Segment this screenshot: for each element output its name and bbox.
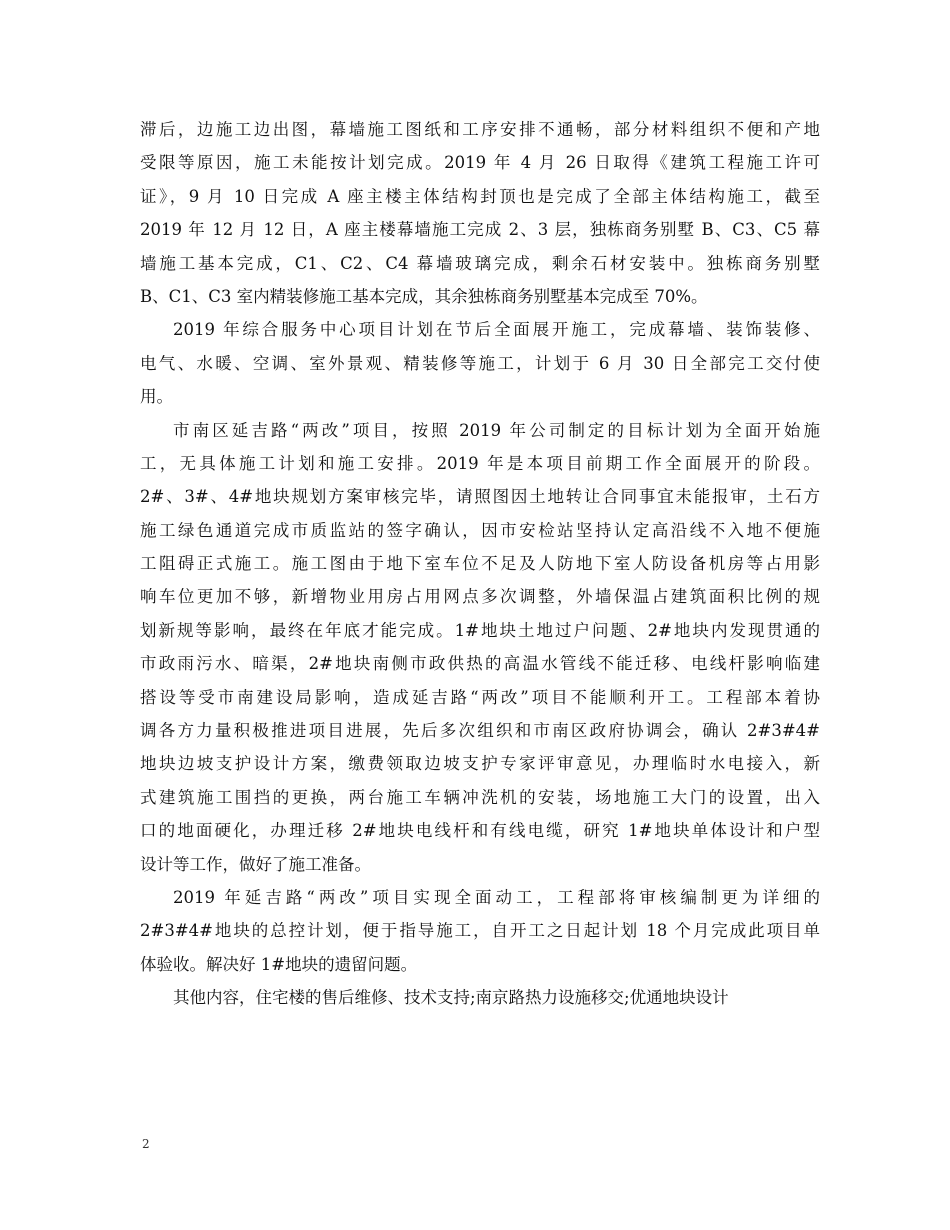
paragraph bbox=[140, 981, 820, 1014]
text-line: 体验收。解决好 1#地块的遗留问题。 bbox=[140, 954, 418, 974]
text-line: 受限等原因，施工未能按计划完成。2019 年 4 月 26 日取得《建筑工程施工许可 bbox=[140, 153, 820, 173]
text-line: 2019 年延吉路“两改”项目实现全面动工，工程部将审核编制更为详细的 bbox=[173, 887, 820, 907]
paragraph bbox=[140, 414, 820, 881]
text-line: 式建筑施工围挡的更换，两台施工车辆冲洗机的安装，场地施工大门的设置，出入 bbox=[140, 787, 820, 807]
text-line: 划新规等影响，最终在年底才能完成。1#地块土地过户问题、2#地块内发现贯通的 bbox=[140, 620, 820, 640]
text-line: 地块边坡支护设计方案，缴费领取边坡支护专家评审意见，办理临时水电接入，新 bbox=[140, 754, 820, 774]
text-line: B、C1、C3 室内精装修施工基本完成，其余独栋商务别墅基本完成至 70%。 bbox=[140, 286, 708, 306]
text-line: 口的地面硬化，办理迁移 2#地块电线杆和有线电缆，研究 1#地块单体设计和户型 bbox=[140, 821, 820, 841]
paragraph bbox=[140, 313, 820, 413]
text-line: 搭设等受市南建设局影响，造成延吉路“两改”项目不能顺利开工。工程部本着协 bbox=[140, 687, 820, 707]
text-line: 滞后，边施工边出图，幕墙施工图纸和工序安排不通畅，部分材料组织不便和产地 bbox=[140, 120, 820, 139]
page-number: 2 bbox=[142, 1137, 150, 1151]
text-line: 施工绿色通道完成市质监站的签字确认，因市安检站坚持认定高沿线不入地不便施 bbox=[140, 520, 820, 540]
text-line: 调各方力量积极推进项目进展，先后多次组织和市南区政府协调会，确认 2#3#4# bbox=[140, 721, 820, 741]
document-body bbox=[140, 113, 820, 1015]
text-line: 工，无具体施工计划和施工安排。2019 年是本项目前期工作全面展开的阶段。 bbox=[140, 453, 820, 473]
text-line: 2019 年综合服务中心项目计划在节后全面展开施工，完成幕墙、装饰装修、 bbox=[173, 320, 820, 340]
text-line: 2019 年 12 月 12 日，A 座主楼幕墙施工完成 2、3 层，独栋商务别墅 B、C3、C5 幕 bbox=[140, 220, 820, 240]
text-line: 证》，9 月 10 日完成 A 座主楼主体结构封顶也是完成了全部主体结构施工，截至 bbox=[140, 186, 820, 206]
paragraph bbox=[140, 881, 820, 981]
text-line: 其他内容，住宅楼的售后维修、技术支持;南京路热力设施移交;优通地块设计 bbox=[173, 988, 729, 1008]
text-line: 市政雨污水、暗渠，2#地块南侧市政供热的高温水管线不能迁移、电线杆影响临建 bbox=[140, 654, 820, 674]
text-line: 响车位更加不够，新增物业用房占用网点多次调整，外墙保温占建筑面积比例的规 bbox=[140, 587, 820, 607]
text-line: 墙施工基本完成，C1、C2、C4 幕墙玻璃完成，剩余石材安装中。独栋商务别墅 bbox=[140, 253, 820, 273]
paragraph bbox=[140, 113, 820, 313]
text-line: 工阻碍正式施工。施工图由于地下室车位不足及人防地下室人防设备机房等占用影 bbox=[140, 554, 820, 574]
text-line: 2#、3#、4#地块规划方案审核完毕，请照图因土地转让合同事宜未能报审，土石方 bbox=[140, 487, 820, 507]
text-line: 用。 bbox=[140, 387, 173, 407]
text-line: 市南区延吉路“两改”项目，按照 2019 年公司制定的目标计划为全面开始施 bbox=[173, 420, 820, 440]
text-line: 设计等工作，做好了施工准备。 bbox=[140, 854, 371, 874]
text-line: 电气、水暖、空调、室外景观、精装修等施工，计划于 6 月 30 日全部完工交付使 bbox=[140, 353, 820, 373]
text-line: 2#3#4#地块的总控计划，便于指导施工，自开工之日起计划 18 个月完成此项目单 bbox=[140, 921, 820, 941]
